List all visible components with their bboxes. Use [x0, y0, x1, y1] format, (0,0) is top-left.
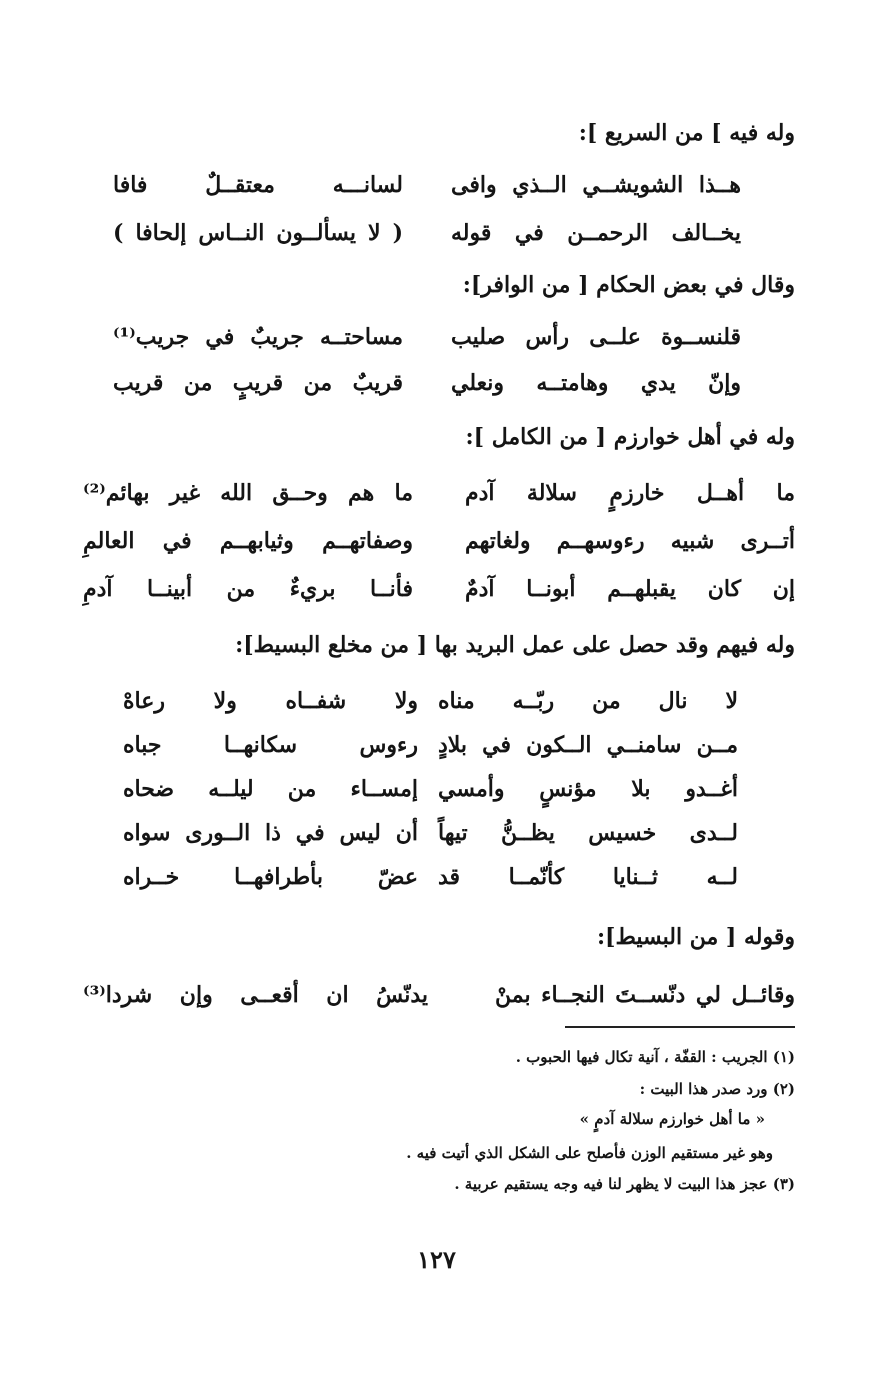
verse-first-hemistich: قلنســوة علــى رأس صليب — [451, 324, 741, 350]
footnote-separator — [565, 1026, 795, 1028]
footnote: (٣) عجز هذا البيت لا يظهر لنا فيه وجه يستقيم عربية . — [454, 1175, 795, 1193]
verse-first-hemistich: لــدى خسيس يظــنُّ تيهاً — [438, 820, 738, 846]
poem-heading: وله فيه ] من السريع ]: — [578, 120, 795, 146]
footnote: (١) الجريب : القفّة ، آنية تكال فيها الحبوب . — [515, 1048, 795, 1066]
verse-first-hemistich: هــذا الشويشــي الــذي وافى — [451, 172, 741, 198]
poem-heading: وقوله [ من البسيط]: — [596, 924, 795, 950]
verse-second-hemistich: رءوس سكانهــا جباه — [123, 732, 418, 758]
verse-line — [0, 220, 873, 250]
verse-second-hemistich: ما هم وحــق الله غير بهائم⁽²⁾ — [83, 480, 413, 506]
poem-heading: وقال في بعض الحكام [ من الوافر]: — [462, 272, 795, 298]
verse-second-hemistich: يدنّسُ ان أقعــى وإن شردا⁽³⁾ — [83, 982, 428, 1008]
verse-line — [0, 370, 873, 400]
verse-second-hemistich: أن ليس في ذا الــورى سواه — [123, 820, 418, 846]
verse-second-hemistich: إمســاء من ليلــه ضحاه — [123, 776, 418, 802]
verse-line — [0, 776, 873, 806]
footnote-quote: « ما أهل خوارزم سلالة آدمٍ » — [579, 1110, 765, 1128]
verse-line — [0, 688, 873, 718]
verse-line — [0, 732, 873, 762]
verse-second-hemistich: فأنــا بريءٌ من أبينــا آدمِ — [83, 576, 413, 602]
verse-line — [0, 820, 873, 850]
verse-line — [0, 864, 873, 894]
verse-line — [0, 576, 873, 606]
poem-heading: وله فيهم وقد حصل على عمل البريد بها [ من مخلع البسيط]: — [235, 632, 795, 658]
verse-line — [0, 172, 873, 202]
verse-first-hemistich: ما أهــل خارزمٍ سلالة آدم — [465, 480, 795, 506]
verse-second-hemistich: ولا شفــاه ولا رعاهْ — [123, 688, 418, 714]
verse-second-hemistich: قريبٌ من قريبٍ من قريب — [113, 370, 403, 396]
verse-first-hemistich: إن كان يقبلهــم أبونــا آدمٌ — [465, 576, 795, 602]
verse-first-hemistich: لــه ثــنايا كأنّمــا قد — [438, 864, 738, 890]
verse-line — [0, 982, 873, 1012]
verse-line — [0, 528, 873, 558]
verse-line — [0, 480, 873, 510]
verse-first-hemistich: مــن سامنــي الــكون في بلادٍ — [438, 732, 738, 758]
verse-first-hemistich: يخــالف الرحمــن في قوله — [451, 220, 741, 246]
verse-second-hemistich: ( لا يسألــون النــاس إلحافا ) — [113, 220, 403, 246]
verse-second-hemistich: وصفاتهــم وثيابهــم في العالمِ — [83, 528, 413, 554]
page-number: ١٢٧ — [417, 1245, 456, 1274]
verse-first-hemistich: لا نال من ربّــه مناه — [438, 688, 738, 714]
verse-first-hemistich: أغــدو بلا مؤنسٍ وأمسي — [438, 776, 738, 802]
footnote: (٢) ورد صدر هذا البيت : — [639, 1080, 795, 1098]
verse-first-hemistich: وإنّ يدي وهامتــه ونعلي — [451, 370, 741, 396]
verse-line — [0, 324, 873, 354]
verse-first-hemistich: وقائــل لي دنّســتَ النجــاء بمنْ — [495, 982, 795, 1008]
verse-second-hemistich: لسانـــه معتقــلٌ فافا — [113, 172, 403, 198]
verse-first-hemistich: أتــرى شبيه رءوسهــم ولغاتهم — [465, 528, 795, 554]
poem-heading: وله في أهل خوارزم [ من الكامل ]: — [465, 424, 795, 450]
footnote: وهو غير مستقيم الوزن فأصلح على الشكل الذي أتيت فيه . — [406, 1144, 773, 1162]
verse-second-hemistich: عضّ بأطرافهــا خــراه — [123, 864, 418, 890]
verse-second-hemistich: مساحتــه جريبٌ في جريب⁽¹⁾ — [113, 324, 403, 350]
